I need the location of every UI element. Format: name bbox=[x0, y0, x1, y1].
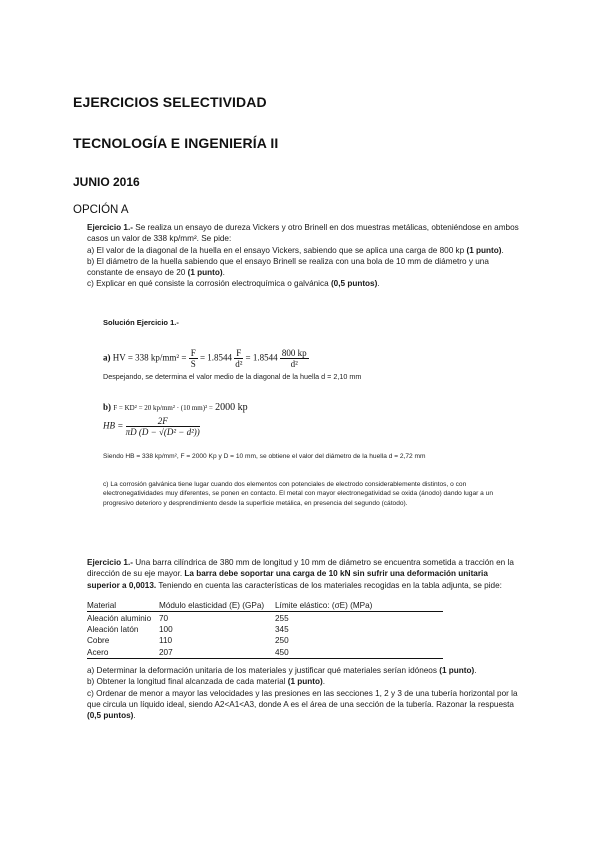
part-b-text: b) Obtener la longitud final alcanzada de cada material bbox=[87, 677, 288, 687]
table-cell: 450 bbox=[275, 647, 443, 659]
solution-b-note: Siendo HB = 338 kp/mm², F = 2000 Kp y D = 10 mm, se obtiene el valor del diámetro de la huella d = 2,72 mm bbox=[103, 453, 426, 460]
table-row bbox=[87, 635, 443, 646]
frac-num: 800 kp bbox=[281, 348, 307, 358]
table-header: Material bbox=[87, 600, 159, 612]
table-cell: 110 bbox=[159, 636, 173, 646]
frac-den: πD (D − √(D² − d²)) bbox=[125, 427, 200, 437]
table-cell: Aleación aluminio bbox=[87, 613, 152, 623]
exercise-1-part-a: a) El valor de la diagonal de la huella en el ensayo Vickers, sabiendo que se aplica una carga de 800 kp (1 punto). bbox=[87, 245, 504, 255]
fraction-f-over-d2 bbox=[234, 348, 243, 369]
exercise-1-label: Ejercicio 1.- bbox=[87, 223, 133, 232]
hv-constant: = 1.8544 bbox=[199, 352, 233, 363]
exercise-2-parts bbox=[87, 665, 519, 721]
option-label: OPCIÓN A bbox=[73, 204, 129, 216]
frac-num: 2F bbox=[126, 416, 200, 427]
exercise-2-label: Ejercicio 1.- bbox=[87, 558, 133, 567]
title-subject: TECNOLOGÍA E INGENIERÍA II bbox=[73, 135, 279, 151]
part-c-text: c) Explicar en qué consiste la corrosión electroquímica o galvánica bbox=[87, 279, 331, 289]
table-row bbox=[87, 624, 443, 635]
exercise-1-intro-text: Se realiza un ensayo de dureza Vickers y otro Brinell en dos muestras metálicas, obteniéndose en ambos casos un valor de 338 kp/mm². Se pide: bbox=[87, 223, 519, 244]
table-header: Límite elástico: (σE) (MPa) bbox=[275, 600, 443, 612]
solution-a-label: a) bbox=[103, 352, 111, 363]
table-row bbox=[87, 612, 443, 624]
table-header-row bbox=[87, 600, 443, 612]
materials-table bbox=[87, 600, 443, 659]
table-cell: Aleación latón bbox=[87, 624, 139, 634]
table-cell: 255 bbox=[275, 613, 289, 623]
hb-fraction bbox=[126, 416, 200, 437]
solution-a-note: Despejando, se determina el valor medio de la diagonal de la huella d = 2,10 mm bbox=[103, 372, 362, 381]
exercise-2-intro bbox=[87, 557, 519, 591]
brinell-load-result: 2000 kp bbox=[215, 402, 248, 413]
frac-num: F bbox=[190, 348, 196, 358]
solution-a-equation bbox=[103, 348, 309, 369]
materials-table-wrapper bbox=[87, 600, 443, 659]
table-cell: Cobre bbox=[87, 636, 110, 646]
solution-b-label: b) bbox=[103, 402, 112, 412]
table-cell: 70 bbox=[159, 613, 169, 623]
part-a-text: a) El valor de la diagonal de la huella en el ensayo Vickers, sabiendo que se aplica una carga de 800 kp bbox=[87, 245, 467, 255]
exercise-2-intro-bold: La barra debe soportar una carga de 10 kN sin sufrir una deformación unitaria superior a 0,0013. bbox=[87, 569, 488, 590]
part-b-points: (1 punto) bbox=[287, 677, 323, 687]
table-cell: 100 bbox=[159, 624, 173, 634]
solution-1-heading: Solución Ejercicio 1.- bbox=[103, 318, 179, 327]
exercise-2-part-b: b) Obtener la longitud final alcanzada de cada material (1 punto). bbox=[87, 677, 326, 687]
frac-num: F bbox=[236, 348, 242, 358]
part-a-text: a) Determinar la deformación unitaria de los materiales y justificar qué materiales serían idóneos bbox=[87, 666, 440, 675]
table-row bbox=[87, 647, 443, 659]
exercise-1-intro bbox=[87, 222, 519, 245]
exercise-1-part-b: b) El diámetro de la huella sabiendo que el ensayo Brinell se realiza con una bola de 10 mm de diámetro y una constante de ensayo de 20 (1 punto). bbox=[87, 256, 489, 278]
table-header: Módulo elasticidad (E) (GPa) bbox=[159, 600, 275, 612]
part-b-text: b) El diámetro de la huella sabiendo que el ensayo Brinell se realiza con una bola de 10 mm de diámetro y una constante de ensayo de 20 bbox=[87, 256, 489, 278]
frac-den: d² bbox=[235, 359, 243, 369]
exercise-2-intro-text-2: Teniendo en cuenta las características de los materiales recogidas en la tabla adjunta, se pide: bbox=[156, 580, 502, 590]
hv-constant-2: = 1.8544 bbox=[245, 352, 278, 363]
table-cell: Acero bbox=[87, 647, 159, 659]
hb-left: HB = bbox=[103, 420, 124, 431]
hb-formula bbox=[103, 416, 200, 437]
exercise-2-intro-text: Una barra cilíndrica de 380 mm de longitud y 10 mm de diámetro se encuentra sometida a tracción en la dirección de su eje mayor. bbox=[87, 558, 514, 579]
fraction-800-over-d2 bbox=[280, 348, 309, 369]
frac-den: S bbox=[190, 359, 196, 369]
part-c-points: (0,5 puntos) bbox=[330, 279, 378, 289]
exam-date: JUNIO 2016 bbox=[73, 175, 140, 189]
table-cell: 250 bbox=[275, 636, 289, 646]
title-selectividad: EJERCICIOS SELECTIVIDAD bbox=[73, 94, 267, 110]
table-cell: 345 bbox=[275, 624, 289, 634]
solution-b-equation bbox=[103, 402, 248, 413]
brinell-load-expression: F = KD² = 20 kp/mm² · (10 mm)² = bbox=[113, 404, 213, 412]
hv-expression: HV = 338 kp/mm² = bbox=[112, 352, 187, 363]
exercise-2-part-c: c) Ordenar de menor a mayor las velocidades y las presiones en las secciones 1, 2 y 3 de una tubería horizontal por la que circula un líquido ideal, siendo A2<A1<A3, donde A es el área de una sección de la tubería. Razonar la respuesta (0,5 puntos). bbox=[87, 688, 518, 721]
exercise-2-part-a: a) Determinar la deformación unitaria de los materiales y justificar qué materiales serían idóneos (1 punto). bbox=[87, 666, 477, 675]
frac-den: d² bbox=[290, 359, 298, 369]
part-c-text: c) Ordenar de menor a mayor las velocidades y las presiones en las secciones 1, 2 y 3 de una tubería horizontal por la que circula un líquido ideal, siendo A2<A1<A3, donde A es el área de una sección de la tubería. Razonar la respuesta bbox=[87, 688, 518, 709]
fraction-f-over-s bbox=[189, 348, 198, 369]
exercise-1-statement bbox=[87, 222, 519, 290]
exercise-1-part-c: c) Explicar en qué consiste la corrosión electroquímica o galvánica (0,5 puntos). bbox=[87, 279, 380, 289]
part-b-points: (1 punto) bbox=[187, 268, 223, 278]
solution-c-text: c) La corrosión galvánica tiene lugar cuando dos elementos con potenciales de electrodo considerablemente distintos, o con electronegatividades muy diferentes, se ponen en contacto. El metal con mayor electronegatividad se oxida (ánodo) dando lugar a un progresivo deterioro y desprendimiento desde la superficie metálica, en presencia del segundo (cátodo). bbox=[103, 481, 494, 507]
part-a-points: (1 punto) bbox=[439, 666, 475, 675]
table-cell: 207 bbox=[159, 647, 275, 659]
part-a-points: (1 punto) bbox=[466, 245, 502, 255]
part-c-points: (0,5 puntos) bbox=[87, 711, 134, 721]
